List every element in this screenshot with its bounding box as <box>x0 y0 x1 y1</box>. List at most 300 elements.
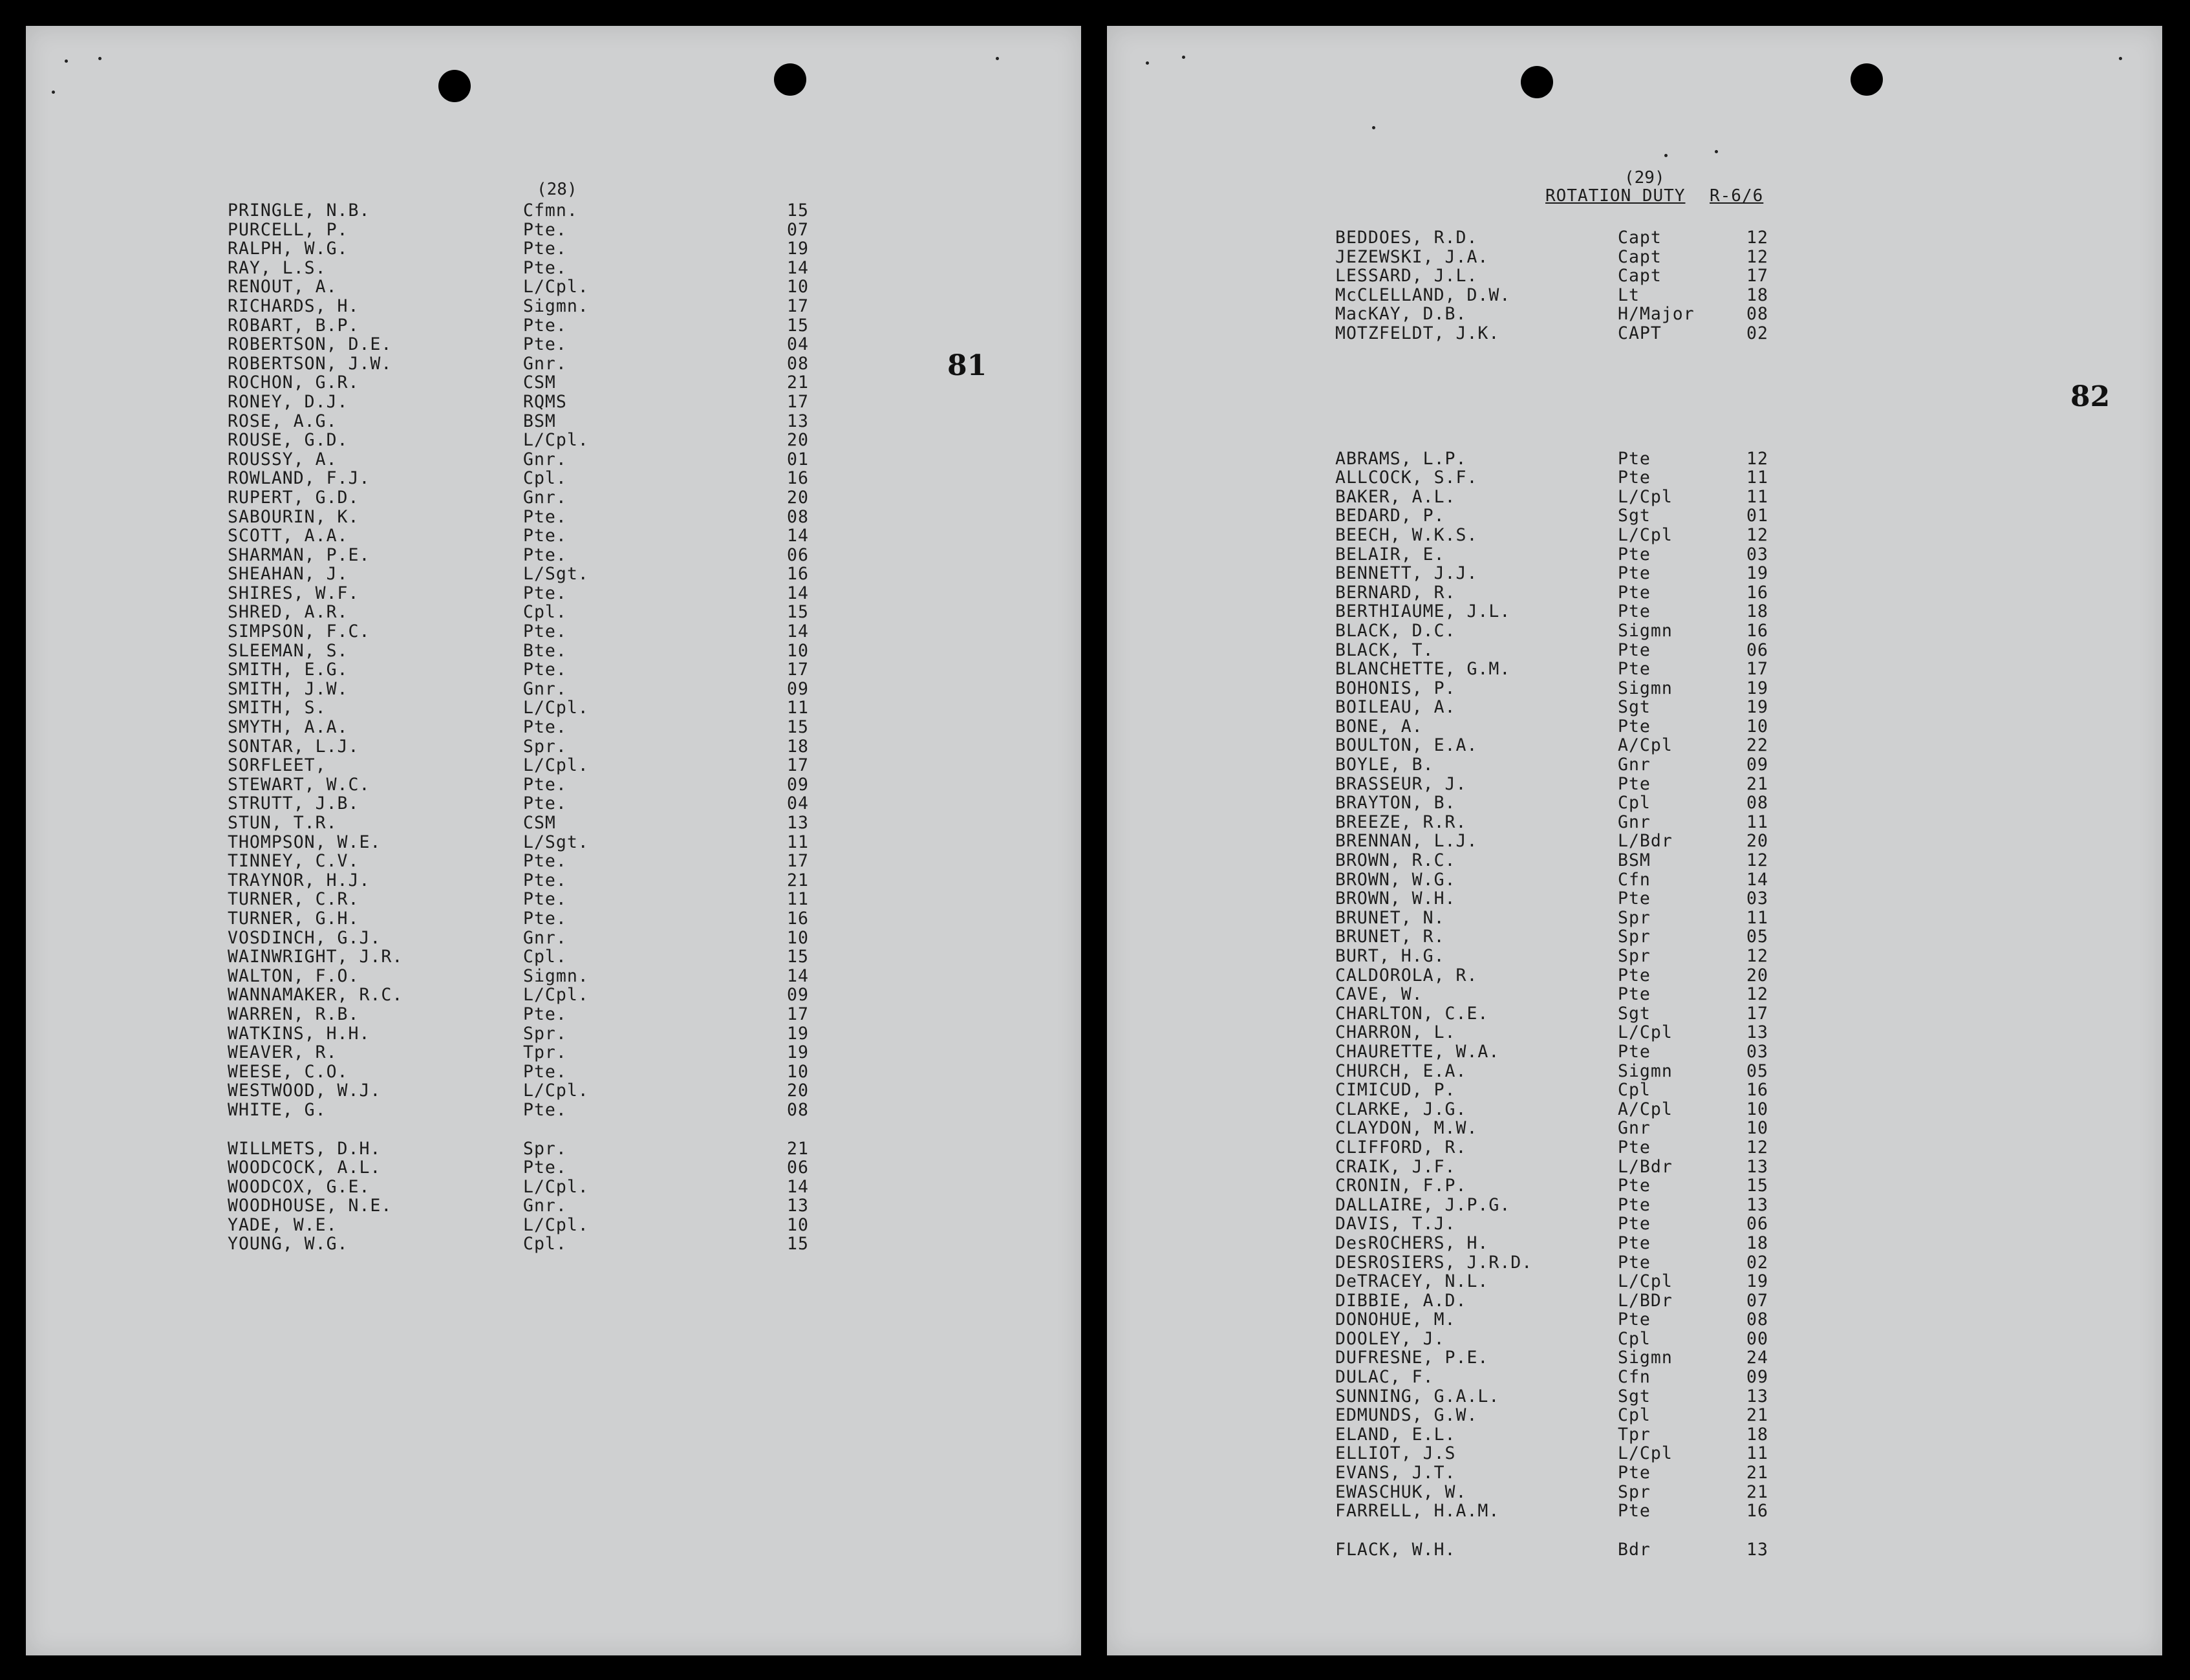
member-rank: Cpl. <box>523 468 567 489</box>
member-name: ABRAMS, L.P. <box>1335 448 1467 469</box>
member-name: BROWN, R.C. <box>1335 850 1456 871</box>
member-name: STRUTT, J.B. <box>228 793 360 814</box>
roster-row <box>1335 812 1982 832</box>
member-name: SHRED, A.R. <box>228 602 349 623</box>
member-name: CLAYDON, M.W. <box>1335 1118 1478 1139</box>
member-number: 17 <box>787 851 809 872</box>
roster-row <box>1335 640 1982 660</box>
member-rank: Pte <box>1618 1252 1651 1273</box>
member-rank: Pte <box>1618 965 1651 985</box>
roster-row <box>228 947 874 966</box>
member-rank: Pte <box>1618 1176 1651 1196</box>
member-name: BERTHIAUME, J.L. <box>1335 601 1511 622</box>
member-rank: Pte <box>1618 659 1651 680</box>
member-name: ALLCOCK, S.F. <box>1335 468 1478 488</box>
member-rank: L/Cpl. <box>523 755 589 776</box>
member-number: 18 <box>1746 1233 1768 1253</box>
member-rank: Cpl <box>1618 1328 1651 1349</box>
roster-row <box>1335 927 1982 946</box>
member-number: 06 <box>787 544 809 565</box>
roster-row <box>1335 1501 1982 1520</box>
roster-row <box>1335 1157 1982 1176</box>
member-rank: Capt <box>1618 266 1662 286</box>
member-rank: Gnr <box>1618 812 1651 832</box>
member-number: 10 <box>787 640 809 661</box>
member-name: ROUSSY, A. <box>228 449 338 469</box>
member-name: SLEEMAN, S. <box>228 640 349 661</box>
member-name: WOODCOX, G.E. <box>228 1176 370 1197</box>
member-name: SABOURIN, K. <box>228 506 360 527</box>
member-name: WAINWRIGHT, J.R. <box>228 947 403 967</box>
member-number: 07 <box>787 219 809 240</box>
member-number: 06 <box>787 1158 809 1178</box>
member-name: ROCHON, G.R. <box>228 372 360 393</box>
member-name: DIBBIE, A.D. <box>1335 1290 1467 1311</box>
member-name: FARRELL, H.A.M. <box>1335 1501 1500 1522</box>
member-rank: Sgt <box>1618 1386 1651 1406</box>
roster-row <box>1335 755 1982 774</box>
roster-row <box>1335 870 1982 889</box>
member-number: 14 <box>787 1176 809 1197</box>
member-rank: Pte <box>1618 563 1651 584</box>
member-number: 20 <box>1746 965 1768 985</box>
member-name: RONEY, D.J. <box>228 391 349 412</box>
roster-row <box>1335 285 1982 305</box>
roster-row <box>1335 1425 1982 1444</box>
member-name: RICHARDS, H. <box>228 296 360 316</box>
roster-row <box>1335 468 1982 487</box>
member-name: BROWN, W.H. <box>1335 888 1456 909</box>
left-page <box>26 26 1081 1655</box>
member-rank: Pte <box>1618 1463 1651 1483</box>
roster-row <box>228 296 874 316</box>
member-rank: L/Sgt. <box>523 564 589 585</box>
roster-row <box>228 411 874 431</box>
member-rank: Sigmn <box>1618 678 1673 698</box>
roster-row <box>1335 247 1982 266</box>
roster-row <box>228 851 874 870</box>
member-name: BOHONIS, P. <box>1335 678 1456 698</box>
member-name: BELAIR, E. <box>1335 544 1445 565</box>
member-name: SMITH, E.G. <box>228 660 349 680</box>
member-rank: Cpl <box>1618 793 1651 813</box>
member-rank: Cfn <box>1618 869 1651 890</box>
roster-row <box>228 602 874 621</box>
member-name: WILLMETS, D.H. <box>228 1138 381 1159</box>
member-rank: Pte. <box>523 315 567 336</box>
member-name: BAKER, A.L. <box>1335 486 1456 507</box>
member-number: 11 <box>1746 468 1768 488</box>
member-rank: Bte. <box>523 640 567 661</box>
member-number: 09 <box>787 678 809 699</box>
member-name: ROBERTSON, J.W. <box>228 353 392 374</box>
member-number: 13 <box>1746 1156 1768 1177</box>
member-name: BRAYTON, B. <box>1335 793 1456 813</box>
roster-row <box>1335 1214 1982 1233</box>
member-number: 01 <box>787 449 809 469</box>
member-name: DeTRACEY, N.L. <box>1335 1271 1489 1292</box>
roster-row <box>1335 1443 1982 1463</box>
member-rank: Pte. <box>523 257 567 278</box>
member-name: TURNER, G.H. <box>228 908 360 929</box>
member-number: 03 <box>1746 888 1768 909</box>
member-number: 14 <box>787 526 809 546</box>
page-number-marker: (29) <box>1624 168 1665 188</box>
roster-gap <box>1335 1520 1982 1540</box>
member-number: 19 <box>787 239 809 259</box>
roster-row <box>228 526 874 545</box>
member-number: 11 <box>1746 907 1768 928</box>
roster-row <box>1335 888 1982 908</box>
member-number: 15 <box>787 717 809 738</box>
member-rank: L/Cpl. <box>523 430 589 451</box>
member-name: CLARKE, J.G. <box>1335 1099 1467 1119</box>
paper-speck <box>98 57 102 60</box>
member-rank: L/Bdr <box>1618 1156 1673 1177</box>
member-rank: Sgt <box>1618 506 1651 526</box>
member-rank: L/Cpl <box>1618 1443 1673 1464</box>
roster-row <box>1335 1137 1982 1157</box>
roster-row <box>1335 1233 1982 1253</box>
right-page <box>1107 26 2162 1655</box>
roster-row <box>228 755 874 775</box>
member-name: WOODHOUSE, N.E. <box>228 1196 392 1216</box>
member-number: 21 <box>1746 773 1768 794</box>
roster-row <box>1335 716 1982 736</box>
roster-row <box>228 583 874 603</box>
member-rank: Pte <box>1618 1214 1651 1234</box>
roster-row <box>228 621 874 641</box>
member-name: STEWART, W.C. <box>228 774 370 795</box>
member-name: TURNER, C.R. <box>228 889 360 910</box>
folio-stamp: 81 <box>947 349 987 382</box>
roster-row <box>228 985 874 1004</box>
member-name: WEESE, C.O. <box>228 1061 349 1082</box>
member-number: 18 <box>1746 285 1768 305</box>
roster-row <box>1335 908 1982 927</box>
roster-row <box>1335 735 1982 755</box>
roster-row <box>228 545 874 565</box>
roster-row <box>228 564 874 583</box>
roster-row <box>228 813 874 832</box>
member-number: 15 <box>787 200 809 221</box>
roster-row <box>228 737 874 756</box>
member-number: 17 <box>787 660 809 680</box>
member-rank: Pte <box>1618 582 1651 603</box>
member-name: CHARLTON, C.E. <box>1335 1003 1489 1024</box>
member-number: 21 <box>787 372 809 393</box>
member-rank: Pte. <box>523 506 567 527</box>
roster-row <box>228 430 874 449</box>
roster-row <box>228 1042 874 1062</box>
member-rank: Pte. <box>523 870 567 890</box>
member-rank: Pte. <box>523 583 567 603</box>
roster-row <box>1335 965 1982 985</box>
member-number: 19 <box>787 1023 809 1044</box>
member-rank: Pte. <box>523 334 567 355</box>
member-name: BOYLE, B. <box>1335 755 1434 775</box>
member-number: 21 <box>1746 1463 1768 1483</box>
member-name: BOILEAU, A. <box>1335 697 1456 718</box>
member-name: EWASCHUK, W. <box>1335 1481 1467 1502</box>
roster-row <box>228 1177 874 1196</box>
member-name: BEDARD, P. <box>1335 506 1445 526</box>
member-number: 08 <box>1746 793 1768 813</box>
member-number: 06 <box>1746 1214 1768 1234</box>
member-number: 08 <box>787 353 809 374</box>
member-name: WEAVER, R. <box>228 1042 338 1063</box>
member-rank: Pte <box>1618 888 1651 909</box>
member-number: 17 <box>1746 266 1768 286</box>
member-name: DONOHUE, M. <box>1335 1309 1456 1330</box>
member-number: 15 <box>787 947 809 967</box>
member-number: 00 <box>1746 1328 1768 1349</box>
member-number: 08 <box>1746 1309 1768 1330</box>
roster-row <box>1335 1309 1982 1329</box>
member-name: JEZEWSKI, J.A. <box>1335 246 1489 267</box>
member-number: 21 <box>1746 1481 1768 1502</box>
member-name: BREEZE, R.R. <box>1335 812 1467 832</box>
member-rank: L/Cpl. <box>523 698 589 718</box>
member-number: 08 <box>787 506 809 527</box>
roster-row <box>1335 1463 1982 1482</box>
member-rank: Sgt <box>1618 1003 1651 1024</box>
member-rank: A/Cpl <box>1618 1099 1673 1119</box>
member-name: VOSDINCH, G.J. <box>228 927 381 948</box>
member-name: BLANCHETTE, G.M. <box>1335 659 1511 680</box>
paper-speck <box>1715 150 1718 153</box>
member-number: 03 <box>1746 544 1768 565</box>
member-rank: Cfn <box>1618 1367 1651 1388</box>
member-name: BLACK, D.C. <box>1335 620 1456 641</box>
member-rank: Capt <box>1618 246 1662 267</box>
member-rank: Gnr. <box>523 353 567 374</box>
member-number: 12 <box>1746 524 1768 545</box>
roster-row <box>228 1158 874 1177</box>
paper-speck <box>1146 61 1149 65</box>
roster-gap <box>1335 396 1982 449</box>
member-rank: BSM <box>1618 850 1651 871</box>
member-number: 12 <box>1746 246 1768 267</box>
roster-row <box>228 372 874 392</box>
member-number: 01 <box>1746 506 1768 526</box>
member-name: SHIRES, W.F. <box>228 583 360 603</box>
member-number: 19 <box>787 1042 809 1063</box>
member-rank: Tpr <box>1618 1424 1651 1445</box>
member-number: 20 <box>1746 831 1768 852</box>
member-number: 10 <box>787 1214 809 1235</box>
member-number: 17 <box>1746 1003 1768 1024</box>
member-rank: Cpl <box>1618 1405 1651 1426</box>
member-rank: Pte <box>1618 468 1651 488</box>
roster-row <box>228 449 874 469</box>
roster-row <box>1335 228 1982 247</box>
member-number: 20 <box>787 1081 809 1101</box>
roster-row <box>1335 601 1982 621</box>
member-rank: Pte. <box>523 793 567 814</box>
member-name: CALDOROLA, R. <box>1335 965 1478 985</box>
member-number: 15 <box>1746 1176 1768 1196</box>
member-rank: Pte <box>1618 640 1651 660</box>
roster-row <box>1335 1022 1982 1042</box>
member-name: WALTON, F.O. <box>228 965 360 986</box>
member-number: 12 <box>1746 228 1768 248</box>
roster-row <box>1335 487 1982 506</box>
member-number: 20 <box>787 487 809 508</box>
rotation-duty-heading: ROTATION DUTY <box>1545 186 1686 206</box>
member-number: 14 <box>787 257 809 278</box>
member-name: ROWLAND, F.J. <box>228 468 370 489</box>
member-number: 13 <box>1746 1194 1768 1215</box>
member-number: 16 <box>1746 1080 1768 1101</box>
paper-speck <box>1664 154 1668 157</box>
roster-row <box>1335 1405 1982 1425</box>
member-number: 05 <box>1746 927 1768 947</box>
member-name: DUFRESNE, P.E. <box>1335 1348 1489 1368</box>
member-rank: Pte. <box>523 1158 567 1178</box>
roster-row <box>228 717 874 737</box>
member-number: 11 <box>787 889 809 910</box>
member-number: 13 <box>787 1196 809 1216</box>
member-name: BURT, H.G. <box>1335 946 1445 966</box>
roster-row <box>1335 449 1982 468</box>
member-rank: L/Cpl. <box>523 985 589 1006</box>
member-number: 13 <box>1746 1022 1768 1043</box>
member-number: 09 <box>1746 755 1768 775</box>
member-number: 03 <box>1746 1041 1768 1062</box>
roster-row <box>228 1234 874 1253</box>
member-name: DULAC, F. <box>1335 1367 1434 1388</box>
member-number: 16 <box>1746 1501 1768 1522</box>
member-number: 17 <box>787 296 809 316</box>
roster-row <box>228 334 874 354</box>
member-rank: Sigmn <box>1618 1061 1673 1081</box>
roster-row <box>1335 1291 1982 1310</box>
member-name: THOMPSON, W.E. <box>228 832 381 852</box>
member-rank: Pte. <box>523 774 567 795</box>
punch-hole <box>1851 63 1883 96</box>
member-number: 15 <box>787 602 809 623</box>
member-name: SMYTH, A.A. <box>228 717 349 738</box>
roster-row <box>1335 323 1982 343</box>
personnel-roster <box>1335 228 1982 1558</box>
roster-row <box>228 1024 874 1043</box>
member-number: 14 <box>787 621 809 642</box>
member-name: ROUSE, G.D. <box>228 430 349 451</box>
roster-row <box>1335 1386 1982 1406</box>
punch-hole <box>1521 66 1553 98</box>
member-rank: Cpl. <box>523 1234 567 1255</box>
member-rank: Cpl. <box>523 947 567 967</box>
roster-row <box>1335 984 1982 1004</box>
member-rank: Pte. <box>523 526 567 546</box>
roster-row <box>1335 1195 1982 1214</box>
member-name: RENOUT, A. <box>228 277 338 297</box>
roster-row <box>228 679 874 698</box>
member-number: 10 <box>1746 716 1768 737</box>
roster-row <box>228 507 874 526</box>
roster-gap <box>1335 343 1982 396</box>
member-rank: L/Sgt. <box>523 832 589 852</box>
member-number: 20 <box>787 430 809 451</box>
member-rank: L/Cpl <box>1618 1271 1673 1292</box>
roster-row <box>1335 1271 1982 1291</box>
member-number: 16 <box>1746 582 1768 603</box>
member-name: SUNNING, G.A.L. <box>1335 1386 1500 1406</box>
member-number: 02 <box>1746 323 1768 343</box>
member-number: 05 <box>1746 1061 1768 1081</box>
member-rank: L/Cpl <box>1618 524 1673 545</box>
roster-row <box>228 966 874 985</box>
member-name: SONTAR, L.J. <box>228 736 360 757</box>
member-number: 10 <box>1746 1099 1768 1119</box>
member-rank: Pte. <box>523 1004 567 1024</box>
member-number: 19 <box>1746 563 1768 584</box>
roster-row <box>228 1081 874 1100</box>
roster-row <box>1335 1329 1982 1348</box>
member-name: YOUNG, W.G. <box>228 1234 349 1255</box>
roster-row <box>1335 1348 1982 1367</box>
member-rank: Pte. <box>523 1099 567 1120</box>
member-rank: Gnr. <box>523 487 567 508</box>
member-name: SMITH, S. <box>228 698 327 718</box>
member-name: EVANS, J.T. <box>1335 1463 1456 1483</box>
member-number: 09 <box>787 985 809 1006</box>
member-rank: CSM <box>523 372 556 393</box>
member-number: 07 <box>1746 1290 1768 1311</box>
member-rank: Gnr. <box>523 1196 567 1216</box>
member-number: 17 <box>787 391 809 412</box>
member-name: MacKAY, D.B. <box>1335 304 1467 325</box>
member-number: 11 <box>1746 812 1768 832</box>
roster-row <box>1335 1042 1982 1061</box>
member-name: BEDDOES, R.D. <box>1335 228 1478 248</box>
member-rank: L/Cpl. <box>523 1176 589 1197</box>
member-number: 24 <box>1746 1348 1768 1368</box>
member-name: BEECH, W.K.S. <box>1335 524 1478 545</box>
member-name: WOODCOCK, A.L. <box>228 1158 381 1178</box>
member-name: SHEAHAN, J. <box>228 564 349 585</box>
member-name: CHURCH, E.A. <box>1335 1061 1467 1081</box>
member-name: LESSARD, J.L. <box>1335 266 1478 286</box>
roster-row <box>228 909 874 928</box>
member-number: 21 <box>787 870 809 890</box>
roster-row <box>1335 697 1982 716</box>
member-number: 09 <box>1746 1367 1768 1388</box>
member-name: WATKINS, H.H. <box>228 1023 370 1044</box>
member-number: 12 <box>1746 448 1768 469</box>
member-number: 13 <box>1746 1539 1768 1560</box>
member-rank: A/Cpl <box>1618 735 1673 756</box>
roster-row <box>228 258 874 277</box>
paper-speck <box>1182 56 1185 59</box>
member-name: WANNAMAKER, R.C. <box>228 985 403 1006</box>
member-name: CHARRON, L. <box>1335 1022 1456 1043</box>
member-number: 02 <box>1746 1252 1768 1273</box>
roster-row <box>228 1004 874 1024</box>
member-number: 06 <box>1746 640 1768 660</box>
roster-row <box>1335 563 1982 583</box>
roster-row <box>228 468 874 488</box>
member-name: RALPH, W.G. <box>228 239 349 259</box>
member-rank: Pte. <box>523 239 567 259</box>
member-name: BOULTON, E.A. <box>1335 735 1478 756</box>
member-number: 18 <box>1746 1424 1768 1445</box>
roster-row <box>1335 1540 1982 1559</box>
member-name: DALLAIRE, J.P.G. <box>1335 1194 1511 1215</box>
member-number: 11 <box>787 698 809 718</box>
member-rank: Pte <box>1618 1309 1651 1330</box>
